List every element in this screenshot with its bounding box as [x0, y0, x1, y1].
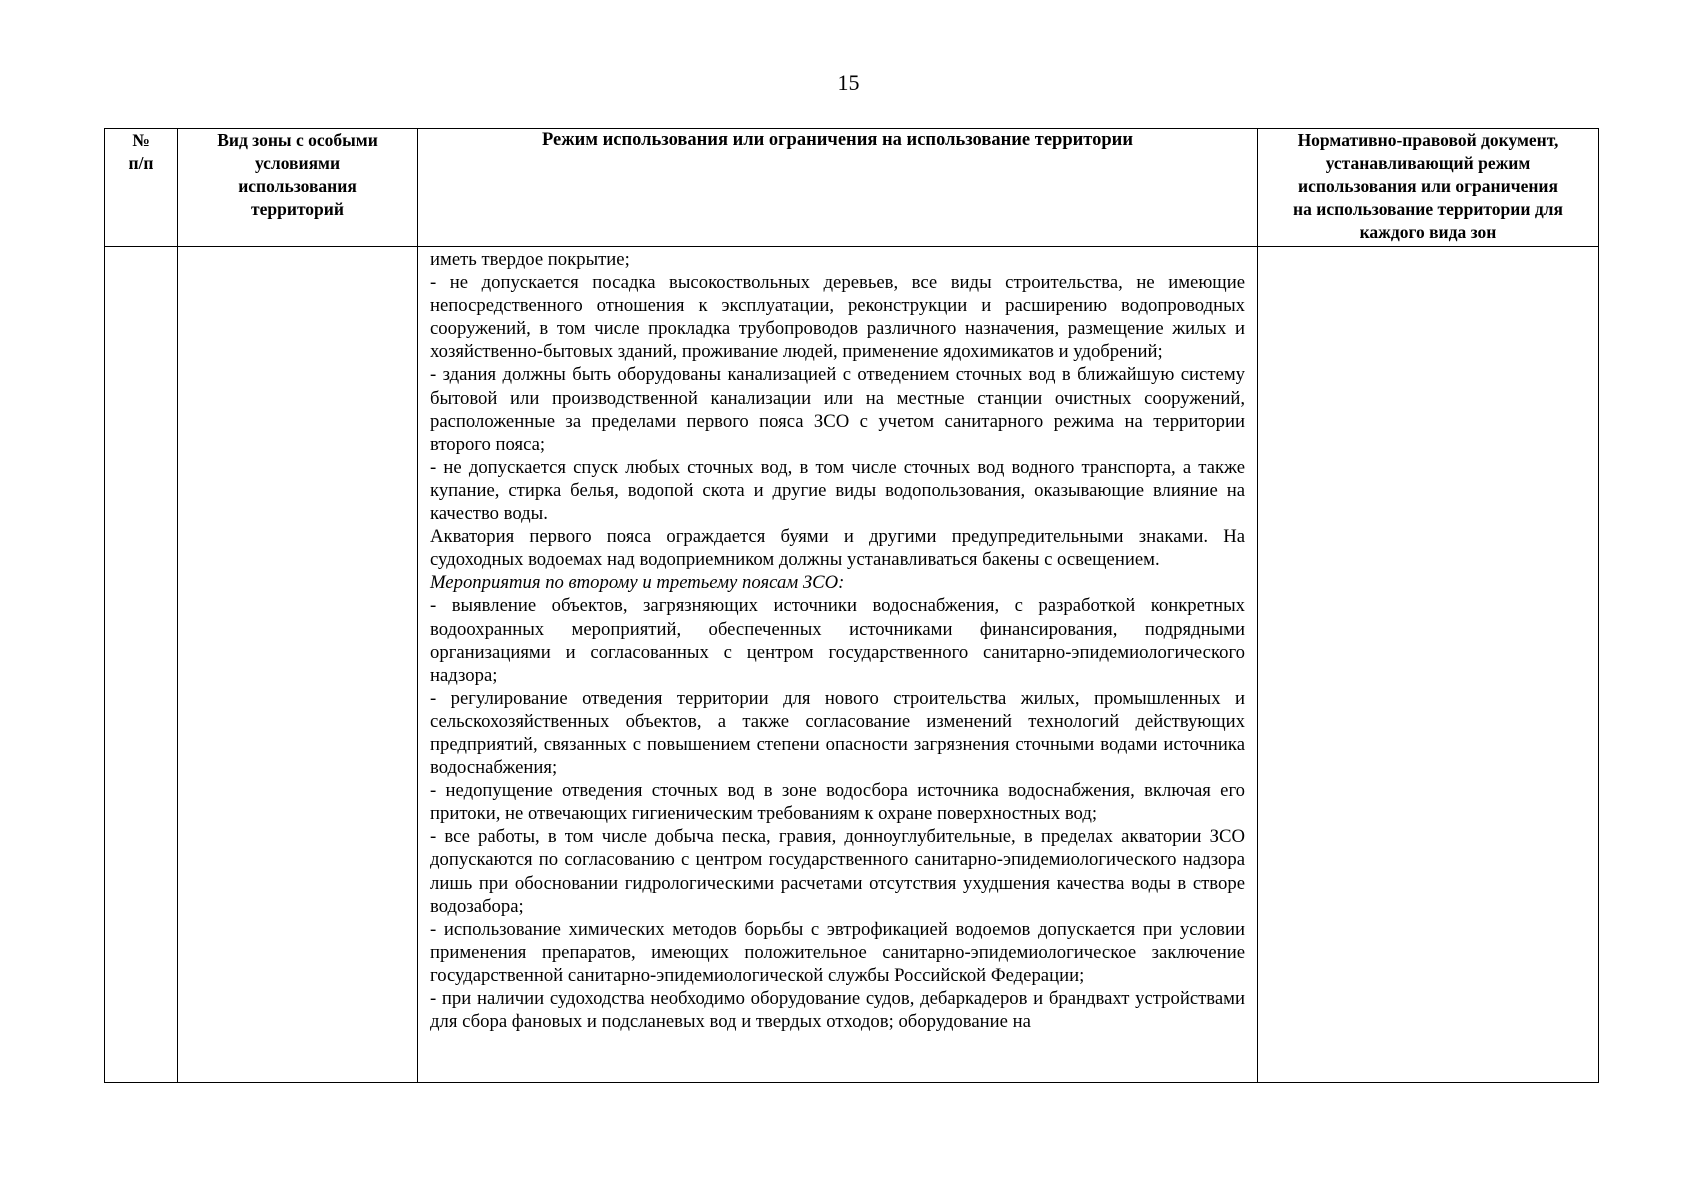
- cell-legal-document: [1258, 247, 1599, 1083]
- cell-number: [105, 247, 178, 1083]
- regime-subheading: Мероприятия по второму и третьему поясам ЗСО:: [430, 572, 845, 594]
- header-legal-document: Нормативно-правовой документ, устанавливающий режим использования или ограничения на использование территории для каждого вида зон: [1258, 129, 1599, 247]
- table-row: [105, 247, 1599, 1083]
- regime-paragraph: Акватория первого пояса ограждается буями и другими предупредительными знаками. На судоходных водоемах над водоприемником должны устанавливаться бакены с освещением.: [430, 526, 1245, 571]
- regime-paragraph: - регулирование отведения территории для нового строительства жилых, промышленных и сельскохозяйственных объектов, а также согласование изменений технологий действующих предприятий, связанных с повышением степени опасности загрязнения сточными водами источника водоснабжения;: [430, 687, 1245, 779]
- regime-text: [418, 247, 1257, 1033]
- zones-table: [104, 128, 1599, 1083]
- cell-zone-type: [178, 247, 418, 1083]
- page-number: 15: [837, 70, 860, 95]
- regime-paragraph: - все работы, в том числе добыча песка, гравия, донноуглубительные, в пределах акватории ЗСО допускаются по согласованию с центром государственного санитарно-эпидемиологического надзора лишь при обосновании гидрологическими расчетами отсутствия ухудшения качества воды в створе водозабора;: [430, 826, 1245, 917]
- header-zone-type: Вид зоны с особыми условиями использования территорий: [178, 129, 418, 247]
- regime-paragraph: - использование химических методов борьбы с эвтрофикацией водоемов допускается при условии применения препаратов, имеющих положительное санитарно-эпидемиологическое заключение государственной санитарно-эпидемиологической службы Российской Федерации;: [430, 918, 1245, 986]
- regime-paragraph: - недопущение отведения сточных вод в зоне водосбора источника водоснабжения, включая его притоки, не отвечающих гигиеническим требованиям к охране поверхностных вод;: [430, 780, 1245, 825]
- regime-paragraph: иметь твердое покрытие;: [430, 249, 630, 270]
- regime-paragraph: - при наличии судоходства необходимо оборудование судов, дебаркадеров и брандвахт устройствами для сбора фановых и подсланевых вод и твердых отходов; оборудование на: [430, 988, 1245, 1033]
- regime-paragraph: - не допускается спуск любых сточных вод, в том числе сточных вод водного транспорта, а также купание, стирка белья, водопой скота и другие виды водопользования, оказывающие влияние на качество воды.: [430, 456, 1245, 525]
- regime-paragraph: - выявление объектов, загрязняющих источники водоснабжения, с разработкой конкретных водоохранных мероприятий, обеспеченных источниками финансирования, подрядными организациями и согласованных с центром государственного санитарно-эпидемиологического надзора;: [430, 595, 1245, 686]
- header-number: № п/п: [105, 129, 178, 247]
- header-regime: Режим использования или ограничения на использование территории: [418, 129, 1258, 247]
- cell-regime: [418, 247, 1258, 1083]
- regime-paragraph: - здания должны быть оборудованы канализацией с отведением сточных вод в ближайшую систему бытовой или производственной канализации или на местные станции очистных сооружений, расположенные за пределами первого пояса ЗСО с учетом санитарного режима на территории второго пояса;: [430, 364, 1245, 455]
- table-header: [105, 129, 1599, 247]
- regime-paragraph: - не допускается посадка высокоствольных деревьев, все виды строительства, не имеющие непосредственного отношения к эксплуатации, реконструкции и расширению водопроводных сооружений, в том числе прокладка трубопроводов различного назначения, размещение жилых и хозяйственно-бытовых зданий, проживание людей, применение ядохимикатов и удобрений;: [430, 272, 1245, 363]
